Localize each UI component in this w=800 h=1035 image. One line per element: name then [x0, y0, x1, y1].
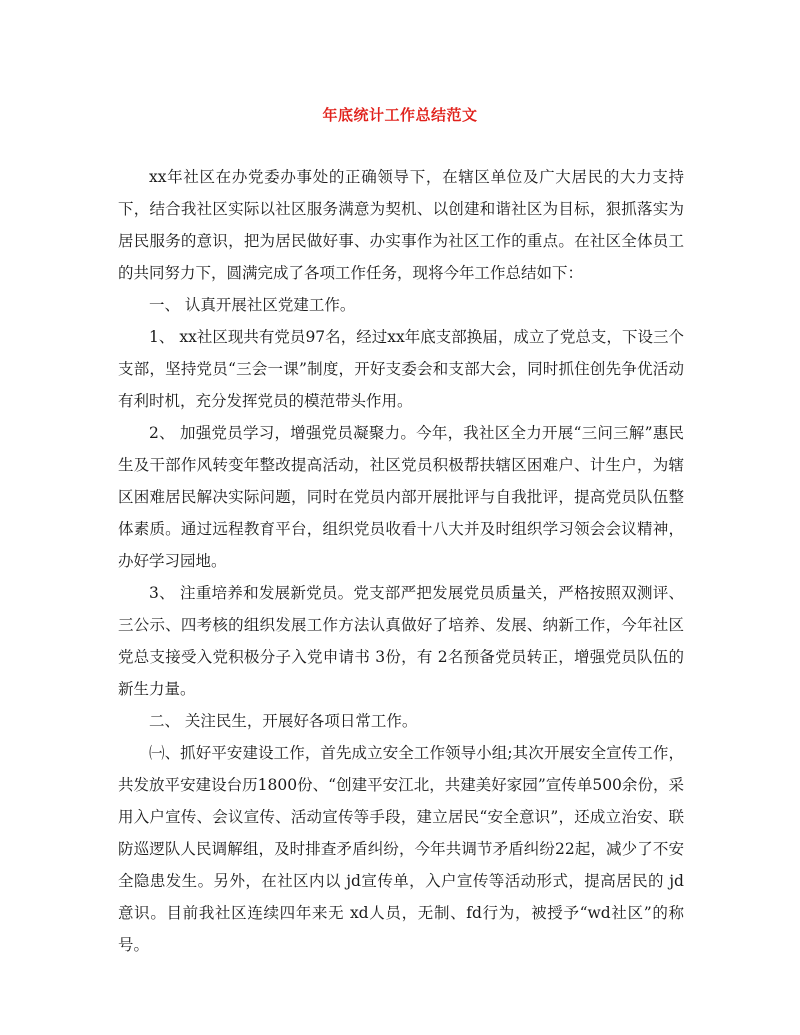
subitem-one-paragraph: ㈠、抓好平安建设工作，首先成立安全工作领导小组;其次开展安全宣传工作，共发放平安建设台历1800份、“创建平安江北，共建美好家园”宣传单500余份，采用入户宣传、会议宣传、活动宣传等手段，建立居民“安全意识”，还成立治安、联防巡逻队人民调解组，及时排查矛盾纠纷，今年共调节矛盾纠纷22起，减少了不安全隐患发生。另外，在社区内以 jd宣传单，入户宣传等活动形式，提高居民的 jd意识。目前我社区连续四年来无 xd人员，无制、fd行为，被授予“wd社区”的称号。 [118, 744, 684, 954]
item-three-paragraph: 3、 注重培养和发展新党员。党支部严把发展党员质量关，严格按照双测评、三公示、四考核的组织发展工作方法认真做好了培养、发展、纳新工作，今年社区党总支接受入党积极分子入党申请书 3份，有 2名预备党员转正，增强党员队伍的新生力量。 [118, 584, 684, 698]
item-two-paragraph: 2、 加强党员学习，增强党员凝聚力。今年，我社区全力开展“三问三解”惠民生及干部作风转变年整改提高活动，社区党员积极帮扶辖区困难户、计生户，为辖区困难居民解决实际问题，同时在党员内部开展批评与自我批评，提高党员队伍整体素质。通过远程教育平台，组织党员收看十八大并及时组织学习领会会议精神，办好学习园地。 [118, 424, 684, 570]
document-body [118, 161, 684, 961]
section-two-heading: 二、 关注民生，开展好各项日常工作。 [149, 712, 418, 730]
item-one-paragraph: 1、 xx社区现共有党员97名，经过xx年底支部换届，成立了党总支，下设三个支部，坚持党员“三会一课”制度，开好支委会和支部大会，同时抓住创先争优活动有利时机，充分发挥党员的模范带头作用。 [118, 328, 684, 410]
section-one-heading: 一、 认真开展社区党建工作。 [149, 296, 356, 314]
intro-paragraph: xx年社区在办党委办事处的正确领导下，在辖区单位及广大居民的大力支持下，结合我社区实际以社区服务满意为契机、以创建和谐社区为目标，狠抓落实为居民服务的意识，把为居民做好事、办实事作为社区工作的重点。在社区全体员工的共同努力下，圆满完成了各项工作任务，现将今年工作总结如下： [118, 168, 684, 282]
document-title: 年底统计工作总结范文 [322, 106, 478, 124]
